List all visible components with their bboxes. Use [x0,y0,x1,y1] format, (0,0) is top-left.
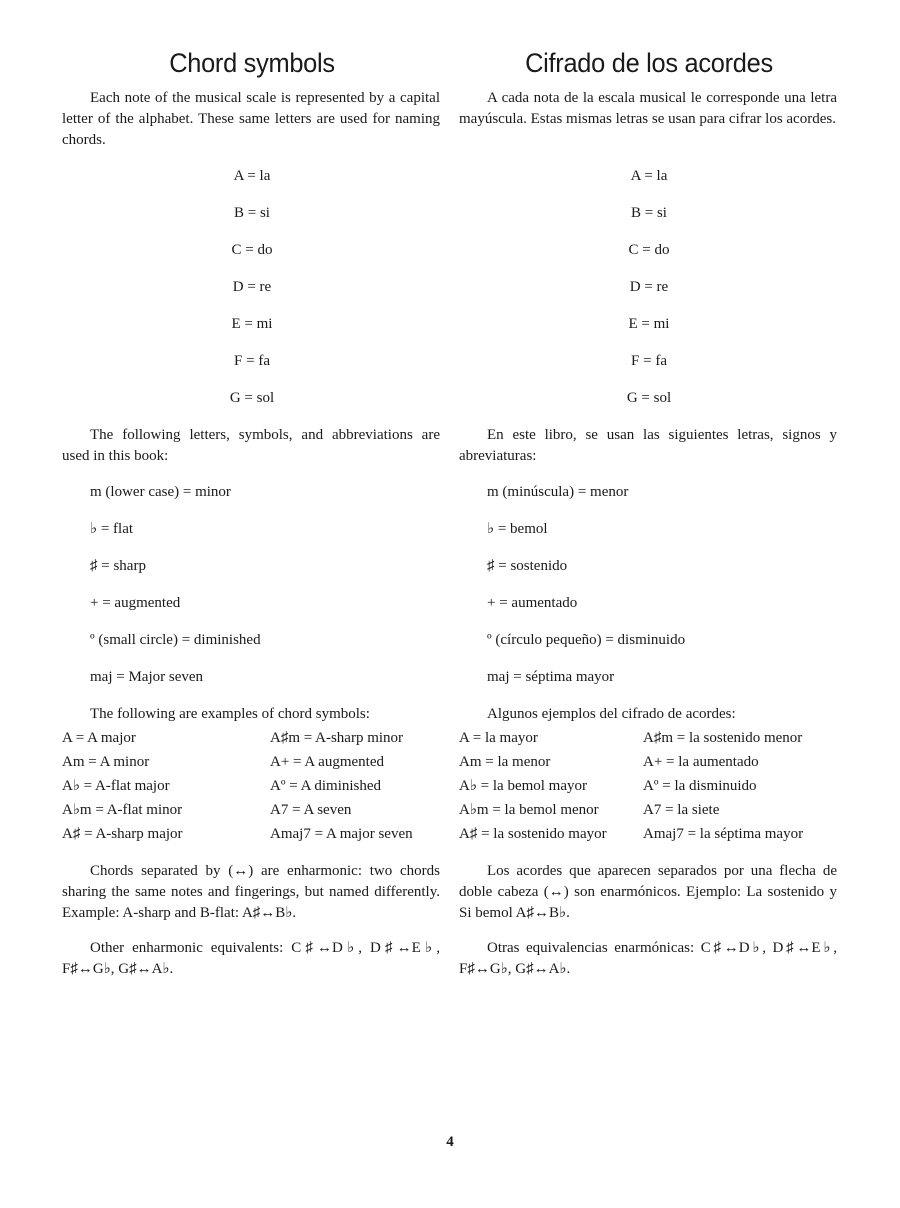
abbreviation-item: ♭ = flat [90,521,134,537]
example-item: A = A major [62,730,136,746]
abbreviation-item: + = aumentado [487,595,578,611]
example-item: A7 = A seven [270,802,352,818]
note-item: E = mi [231,316,273,332]
note-item: G = sol [626,390,672,406]
example-item: A♭ = la bemol mayor [459,778,588,794]
other-equivalents-paragraph: Other enharmonic equivalents: C♯↔D♭, D♯↔E♭, F♯↔G♭, G♯↔A♭. [62,940,440,977]
abbreviation-item: m (lower case) = minor [90,484,231,500]
example-item: A♯ = la sostenido mayor [459,826,607,842]
example-item: Amaj7 = A major seven [270,826,413,842]
intro-paragraph: Each note of the musical scale is represented by a capital letter of the alphabet. These same letters are used for naming chords. [62,90,440,148]
note-item: C = do [231,242,273,258]
section-title-spanish: Cifrado de los acordes [525,48,773,78]
example-item: A+ = A augmented [270,754,384,770]
example-item: A♯ = A-sharp major [62,826,183,842]
intro-paragraph: A cada nota de la escala musical le corresponde una letra mayúscula. Estas mismas letras se usan para cifrar los acordes. [459,90,837,127]
note-item: D = re [232,279,272,295]
abbreviation-item: ♭ = bemol [487,521,548,537]
abbreviation-item: º (círculo pequeño) = disminuido [487,632,686,648]
note-item: G = sol [229,390,275,406]
note-item: D = re [629,279,669,295]
enharmonic-paragraph: Chords separated by (↔) are enharmonic: two chords sharing the same notes and fingerings, but named differently. Example: A-sharp and B-flat: A♯↔B♭. [62,863,440,921]
note-item: B = si [234,205,270,221]
example-item: Am = A minor [62,754,150,770]
abbreviation-item: m (minúscula) = menor [487,484,629,500]
example-item: Aº = A diminished [270,778,382,794]
example-item: A♭m = A-flat minor [62,802,183,818]
note-item: B = si [631,205,667,221]
example-item: Aº = la disminuido [643,778,757,794]
other-equivalents-paragraph: Otras equivalencias enarmónicas: C♯↔D♭, D♯↔E♭, F♯↔G♭, G♯↔A♭. [459,940,837,977]
note-item: E = mi [628,316,670,332]
example-item: A♭ = A-flat major [62,778,170,794]
abbreviation-item: maj = séptima mayor [487,669,615,685]
abbreviation-item: ♯ = sharp [90,558,146,574]
note-item: C = do [628,242,670,258]
abbreviation-item: ♯ = sostenido [487,558,568,574]
note-item: F = fa [234,353,270,369]
note-item: A = la [630,168,668,184]
abbreviation-item: + = augmented [90,595,181,611]
page-number: 4 [446,1134,454,1150]
abbreviations-intro: En este libro, se usan las siguientes letras, signos y abreviaturas: [459,427,837,464]
example-item: A+ = la aumentado [643,754,759,770]
example-item: A♯m = la sostenido menor [643,730,803,746]
example-item: Am = la menor [459,754,551,770]
abbreviations-intro: The following letters, symbols, and abbreviations are used in this book: [62,427,440,464]
note-item: F = fa [631,353,667,369]
example-item: A7 = la siete [643,802,720,818]
note-item: A = la [233,168,271,184]
example-item: Amaj7 = la séptima mayor [643,826,804,842]
examples-intro: The following are examples of chord symbols: [90,706,370,722]
example-item: A♭m = la bemol menor [459,802,599,818]
section-title-english: Chord symbols [169,48,335,78]
examples-intro: Algunos ejemplos del cifrado de acordes: [487,706,736,722]
example-item: A♯m = A-sharp minor [270,730,404,746]
abbreviation-item: º (small circle) = diminished [90,632,261,648]
abbreviation-item: maj = Major seven [90,669,204,685]
enharmonic-paragraph: Los acordes que aparecen separados por una flecha de doble cabeza (↔) son enarmónicos. Ejemplo: La sostenido y Si bemol A♯↔B♭. [459,863,837,921]
example-item: A = la mayor [459,730,538,746]
